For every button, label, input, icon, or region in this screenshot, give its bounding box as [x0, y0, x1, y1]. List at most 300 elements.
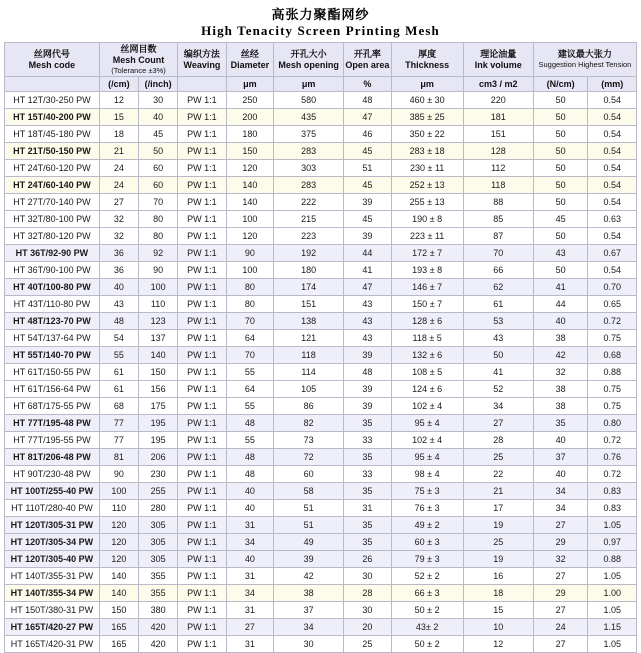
cell-tension-ncm: 50 — [533, 143, 588, 160]
cell-weaving: PW 1:1 — [178, 330, 226, 347]
cell-mesh-code: HT 140T/355-34 PW — [5, 585, 100, 602]
cell-open-area: 35 — [344, 449, 391, 466]
cell-mesh-count-cm: 55 — [99, 347, 138, 364]
table-row — [5, 568, 637, 585]
cell-diameter: 40 — [226, 551, 273, 568]
table-row — [5, 381, 637, 398]
table-row — [5, 619, 637, 636]
cell-mesh-code: HT 32T/80-100 PW — [5, 211, 100, 228]
cell-mesh-opening: 37 — [274, 602, 344, 619]
cell-ink-volume: 87 — [463, 228, 533, 245]
cell-tension-ncm: 43 — [533, 245, 588, 262]
cell-open-area: 45 — [344, 177, 391, 194]
cell-ink-volume: 19 — [463, 551, 533, 568]
cell-open-area: 33 — [344, 432, 391, 449]
cell-ink-volume: 88 — [463, 194, 533, 211]
unit-mesh-count-inch: (/inch) — [139, 77, 178, 92]
cell-open-area: 41 — [344, 262, 391, 279]
cell-open-area: 35 — [344, 415, 391, 432]
cell-tension-mm: 0.75 — [588, 381, 637, 398]
header-thickness: 厚度 Thickness — [391, 43, 463, 77]
cell-mesh-count-cm: 40 — [99, 279, 138, 296]
cell-tension-ncm: 40 — [533, 432, 588, 449]
cell-mesh-count-inch: 45 — [139, 126, 178, 143]
cell-weaving: PW 1:1 — [178, 313, 226, 330]
cell-thickness: 385 ± 25 — [391, 109, 463, 126]
cell-tension-ncm: 27 — [533, 636, 588, 653]
cell-mesh-count-cm: 32 — [99, 228, 138, 245]
unit-mesh-count-cm: (/cm) — [99, 77, 138, 92]
cell-mesh-opening: 118 — [274, 347, 344, 364]
cell-open-area: 31 — [344, 500, 391, 517]
cell-weaving: PW 1:1 — [178, 296, 226, 313]
cell-tension-mm: 0.54 — [588, 177, 637, 194]
cell-mesh-code: HT 120T/305-31 PW — [5, 517, 100, 534]
cell-mesh-opening: 114 — [274, 364, 344, 381]
cell-weaving: PW 1:1 — [178, 211, 226, 228]
cell-tension-ncm: 27 — [533, 568, 588, 585]
unit-mesh-code — [5, 77, 100, 92]
cell-mesh-code: HT 77T/195-55 PW — [5, 432, 100, 449]
cell-weaving: PW 1:1 — [178, 398, 226, 415]
cell-mesh-count-inch: 100 — [139, 279, 178, 296]
cell-thickness: 128 ± 6 — [391, 313, 463, 330]
cell-open-area: 51 — [344, 160, 391, 177]
cell-thickness: 102 ± 4 — [391, 432, 463, 449]
cell-diameter: 55 — [226, 398, 273, 415]
cell-mesh-count-inch: 305 — [139, 534, 178, 551]
cell-mesh-count-inch: 80 — [139, 211, 178, 228]
cell-tension-mm: 0.83 — [588, 500, 637, 517]
cell-thickness: 60 ± 3 — [391, 534, 463, 551]
cell-mesh-count-cm: 140 — [99, 585, 138, 602]
cell-open-area: 47 — [344, 279, 391, 296]
cell-mesh-count-cm: 100 — [99, 483, 138, 500]
table-row — [5, 415, 637, 432]
cell-ink-volume: 52 — [463, 381, 533, 398]
cell-mesh-code: HT 36T/92-90 PW — [5, 245, 100, 262]
cell-weaving: PW 1:1 — [178, 126, 226, 143]
cell-tension-mm: 0.72 — [588, 466, 637, 483]
cell-thickness: 460 ± 30 — [391, 92, 463, 109]
header-open-area: 开孔率 Open area — [344, 43, 391, 77]
cell-mesh-code: HT 24T/60-140 PW — [5, 177, 100, 194]
cell-tension-ncm: 45 — [533, 211, 588, 228]
cell-tension-ncm: 38 — [533, 381, 588, 398]
cell-open-area: 43 — [344, 296, 391, 313]
cell-mesh-count-inch: 195 — [139, 432, 178, 449]
cell-mesh-count-inch: 255 — [139, 483, 178, 500]
cell-open-area: 39 — [344, 381, 391, 398]
cell-mesh-opening: 174 — [274, 279, 344, 296]
cell-tension-ncm: 27 — [533, 602, 588, 619]
cell-mesh-code: HT 150T/380-31 PW — [5, 602, 100, 619]
cell-mesh-opening: 375 — [274, 126, 344, 143]
header-diameter: 丝经 Diameter — [226, 43, 273, 77]
cell-mesh-code: HT 15T/40-200 PW — [5, 109, 100, 126]
cell-ink-volume: 22 — [463, 466, 533, 483]
cell-thickness: 283 ± 18 — [391, 143, 463, 160]
cell-mesh-count-cm: 81 — [99, 449, 138, 466]
cell-weaving: PW 1:1 — [178, 347, 226, 364]
cell-thickness: 95 ± 4 — [391, 449, 463, 466]
header-mesh-code: 丝网代号 Mesh code — [5, 43, 100, 77]
table-header-row-units — [5, 77, 637, 92]
table-row — [5, 313, 637, 330]
cell-ink-volume: 16 — [463, 568, 533, 585]
cell-thickness: 95 ± 4 — [391, 415, 463, 432]
cell-mesh-opening: 82 — [274, 415, 344, 432]
table-row — [5, 92, 637, 109]
cell-mesh-opening: 138 — [274, 313, 344, 330]
table-row — [5, 551, 637, 568]
cell-mesh-count-cm: 32 — [99, 211, 138, 228]
cell-mesh-code: HT 120T/305-34 PW — [5, 534, 100, 551]
unit-thickness: μm — [391, 77, 463, 92]
cell-diameter: 150 — [226, 143, 273, 160]
cell-mesh-count-inch: 305 — [139, 551, 178, 568]
cell-tension-ncm: 32 — [533, 364, 588, 381]
cell-open-area: 47 — [344, 109, 391, 126]
cell-thickness: 50 ± 2 — [391, 602, 463, 619]
table-row — [5, 109, 637, 126]
cell-mesh-count-cm: 27 — [99, 194, 138, 211]
cell-tension-mm: 0.88 — [588, 551, 637, 568]
unit-tension-ncm: (N/cm) — [533, 77, 588, 92]
cell-diameter: 120 — [226, 228, 273, 245]
cell-ink-volume: 50 — [463, 347, 533, 364]
cell-tension-ncm: 35 — [533, 415, 588, 432]
cell-diameter: 40 — [226, 483, 273, 500]
cell-ink-volume: 41 — [463, 364, 533, 381]
cell-ink-volume: 19 — [463, 517, 533, 534]
cell-mesh-code: HT 77T/195-48 PW — [5, 415, 100, 432]
cell-mesh-code: HT 24T/60-120 PW — [5, 160, 100, 177]
cell-mesh-opening: 30 — [274, 636, 344, 653]
cell-mesh-opening: 51 — [274, 500, 344, 517]
cell-open-area: 39 — [344, 228, 391, 245]
cell-thickness: 118 ± 5 — [391, 330, 463, 347]
cell-mesh-count-inch: 305 — [139, 517, 178, 534]
cell-ink-volume: 118 — [463, 177, 533, 194]
cell-ink-volume: 15 — [463, 602, 533, 619]
cell-mesh-count-cm: 120 — [99, 517, 138, 534]
cell-weaving: PW 1:1 — [178, 92, 226, 109]
table-row — [5, 296, 637, 313]
cell-tension-mm: 1.05 — [588, 636, 637, 653]
cell-tension-mm: 1.05 — [588, 602, 637, 619]
table-row — [5, 330, 637, 347]
table-row — [5, 432, 637, 449]
header-weaving: 编织方法 Weaving — [178, 43, 226, 77]
cell-mesh-code: HT 90T/230-48 PW — [5, 466, 100, 483]
cell-diameter: 180 — [226, 126, 273, 143]
cell-ink-volume: 28 — [463, 432, 533, 449]
cell-diameter: 70 — [226, 313, 273, 330]
cell-mesh-count-inch: 50 — [139, 143, 178, 160]
table-row — [5, 177, 637, 194]
cell-mesh-opening: 60 — [274, 466, 344, 483]
header-mesh-count: 丝网目数 Mesh Count (Tolerance ±3%) — [99, 43, 177, 77]
cell-mesh-opening: 151 — [274, 296, 344, 313]
cell-mesh-count-cm: 24 — [99, 160, 138, 177]
cell-weaving: PW 1:1 — [178, 381, 226, 398]
cell-tension-ncm: 50 — [533, 228, 588, 245]
cell-mesh-code: HT 140T/355-31 PW — [5, 568, 100, 585]
cell-mesh-code: HT 40T/100-80 PW — [5, 279, 100, 296]
cell-mesh-opening: 42 — [274, 568, 344, 585]
table-row — [5, 347, 637, 364]
cell-diameter: 64 — [226, 330, 273, 347]
cell-mesh-opening: 435 — [274, 109, 344, 126]
cell-mesh-count-inch: 80 — [139, 228, 178, 245]
cell-open-area: 26 — [344, 551, 391, 568]
cell-mesh-opening: 73 — [274, 432, 344, 449]
cell-weaving: PW 1:1 — [178, 466, 226, 483]
cell-tension-mm: 0.54 — [588, 194, 637, 211]
cell-ink-volume: 18 — [463, 585, 533, 602]
cell-open-area: 28 — [344, 585, 391, 602]
cell-tension-ncm: 50 — [533, 109, 588, 126]
unit-tension-mm: (mm) — [588, 77, 637, 92]
cell-thickness: 132 ± 6 — [391, 347, 463, 364]
cell-mesh-opening: 283 — [274, 143, 344, 160]
cell-ink-volume: 43 — [463, 330, 533, 347]
cell-mesh-code: HT 165T/420-27 PW — [5, 619, 100, 636]
cell-tension-mm: 0.65 — [588, 296, 637, 313]
cell-mesh-count-inch: 355 — [139, 568, 178, 585]
cell-mesh-opening: 222 — [274, 194, 344, 211]
cell-tension-mm: 1.00 — [588, 585, 637, 602]
table-row — [5, 160, 637, 177]
cell-mesh-opening: 215 — [274, 211, 344, 228]
cell-tension-ncm: 42 — [533, 347, 588, 364]
cell-mesh-count-inch: 206 — [139, 449, 178, 466]
cell-weaving: PW 1:1 — [178, 245, 226, 262]
cell-tension-mm: 0.83 — [588, 483, 637, 500]
table-row — [5, 483, 637, 500]
cell-mesh-code: HT 12T/30-250 PW — [5, 92, 100, 109]
cell-mesh-count-inch: 90 — [139, 262, 178, 279]
table-row — [5, 466, 637, 483]
table-row — [5, 500, 637, 517]
cell-mesh-code: HT 165T/420-31 PW — [5, 636, 100, 653]
cell-open-area: 45 — [344, 143, 391, 160]
cell-thickness: 190 ± 8 — [391, 211, 463, 228]
header-mesh-opening: 开孔大小 Mesh opening — [274, 43, 344, 77]
cell-mesh-count-cm: 36 — [99, 245, 138, 262]
unit-ink-volume: cm3 / m2 — [463, 77, 533, 92]
cell-tension-mm: 0.76 — [588, 449, 637, 466]
cell-tension-ncm: 50 — [533, 177, 588, 194]
cell-thickness: 98 ± 4 — [391, 466, 463, 483]
cell-tension-ncm: 40 — [533, 313, 588, 330]
cell-mesh-count-cm: 90 — [99, 466, 138, 483]
cell-weaving: PW 1:1 — [178, 432, 226, 449]
cell-diameter: 31 — [226, 568, 273, 585]
cell-thickness: 350 ± 22 — [391, 126, 463, 143]
mesh-specification-table — [4, 42, 637, 653]
cell-diameter: 34 — [226, 585, 273, 602]
cell-weaving: PW 1:1 — [178, 517, 226, 534]
cell-mesh-count-inch: 30 — [139, 92, 178, 109]
cell-mesh-opening: 49 — [274, 534, 344, 551]
cell-open-area: 30 — [344, 602, 391, 619]
table-row — [5, 126, 637, 143]
cell-diameter: 55 — [226, 364, 273, 381]
cell-mesh-count-inch: 123 — [139, 313, 178, 330]
cell-mesh-count-cm: 120 — [99, 551, 138, 568]
cell-tension-mm: 0.72 — [588, 432, 637, 449]
cell-weaving: PW 1:1 — [178, 262, 226, 279]
cell-mesh-code: HT 27T/70-140 PW — [5, 194, 100, 211]
cell-diameter: 80 — [226, 296, 273, 313]
table-row — [5, 636, 637, 653]
cell-tension-mm: 0.72 — [588, 313, 637, 330]
cell-mesh-count-inch: 195 — [139, 415, 178, 432]
cell-mesh-count-cm: 77 — [99, 432, 138, 449]
cell-tension-ncm: 34 — [533, 483, 588, 500]
cell-mesh-opening: 72 — [274, 449, 344, 466]
cell-open-area: 46 — [344, 126, 391, 143]
cell-tension-ncm: 37 — [533, 449, 588, 466]
cell-weaving: PW 1:1 — [178, 636, 226, 653]
cell-mesh-count-cm: 54 — [99, 330, 138, 347]
cell-tension-mm: 0.54 — [588, 92, 637, 109]
cell-diameter: 120 — [226, 160, 273, 177]
cell-mesh-count-cm: 48 — [99, 313, 138, 330]
cell-diameter: 140 — [226, 177, 273, 194]
cell-mesh-opening: 58 — [274, 483, 344, 500]
cell-mesh-opening: 223 — [274, 228, 344, 245]
table-row — [5, 143, 637, 160]
table-row — [5, 262, 637, 279]
cell-open-area: 43 — [344, 330, 391, 347]
cell-mesh-opening: 86 — [274, 398, 344, 415]
cell-weaving: PW 1:1 — [178, 619, 226, 636]
cell-mesh-code: HT 100T/255-40 PW — [5, 483, 100, 500]
cell-mesh-count-cm: 77 — [99, 415, 138, 432]
cell-open-area: 25 — [344, 636, 391, 653]
cell-tension-mm: 0.63 — [588, 211, 637, 228]
cell-mesh-code: HT 68T/175-55 PW — [5, 398, 100, 415]
cell-mesh-count-cm: 21 — [99, 143, 138, 160]
header-ink-volume: 理论油量 Ink volume — [463, 43, 533, 77]
page-title-english: High Tenacity Screen Printing Mesh — [201, 23, 440, 38]
unit-mesh-opening: μm — [274, 77, 344, 92]
unit-diameter: μm — [226, 77, 273, 92]
table-header-row-main — [5, 43, 637, 60]
table-body — [5, 92, 637, 653]
cell-diameter: 31 — [226, 636, 273, 653]
cell-thickness: 150 ± 7 — [391, 296, 463, 313]
cell-mesh-count-inch: 92 — [139, 245, 178, 262]
cell-mesh-count-inch: 355 — [139, 585, 178, 602]
cell-open-area: 48 — [344, 92, 391, 109]
cell-diameter: 200 — [226, 109, 273, 126]
cell-mesh-opening: 105 — [274, 381, 344, 398]
table-row — [5, 194, 637, 211]
cell-tension-ncm: 38 — [533, 398, 588, 415]
cell-thickness: 52 ± 2 — [391, 568, 463, 585]
cell-mesh-count-inch: 420 — [139, 636, 178, 653]
table-row — [5, 279, 637, 296]
cell-weaving: PW 1:1 — [178, 160, 226, 177]
cell-thickness: 49 ± 2 — [391, 517, 463, 534]
header-highest-tension: 建议最大张力 Suggestion Highest Tension — [533, 43, 636, 77]
cell-thickness: 66 ± 3 — [391, 585, 463, 602]
table-row — [5, 228, 637, 245]
cell-mesh-count-cm: 61 — [99, 364, 138, 381]
cell-mesh-code: HT 48T/123-70 PW — [5, 313, 100, 330]
cell-mesh-count-inch: 230 — [139, 466, 178, 483]
table-row — [5, 398, 637, 415]
cell-mesh-count-inch: 60 — [139, 160, 178, 177]
cell-mesh-count-cm: 165 — [99, 636, 138, 653]
cell-mesh-count-cm: 120 — [99, 534, 138, 551]
cell-thickness: 102 ± 4 — [391, 398, 463, 415]
cell-tension-mm: 0.68 — [588, 347, 637, 364]
cell-thickness: 79 ± 3 — [391, 551, 463, 568]
cell-tension-ncm: 38 — [533, 330, 588, 347]
cell-mesh-code: HT 110T/280-40 PW — [5, 500, 100, 517]
cell-ink-volume: 10 — [463, 619, 533, 636]
cell-mesh-count-cm: 18 — [99, 126, 138, 143]
cell-open-area: 44 — [344, 245, 391, 262]
cell-tension-mm: 0.54 — [588, 143, 637, 160]
cell-open-area: 35 — [344, 517, 391, 534]
cell-mesh-count-cm: 12 — [99, 92, 138, 109]
cell-ink-volume: 17 — [463, 500, 533, 517]
cell-diameter: 55 — [226, 432, 273, 449]
cell-mesh-count-inch: 70 — [139, 194, 178, 211]
cell-weaving: PW 1:1 — [178, 585, 226, 602]
cell-mesh-code: HT 55T/140-70 PW — [5, 347, 100, 364]
table-row — [5, 534, 637, 551]
cell-thickness: 124 ± 6 — [391, 381, 463, 398]
cell-mesh-count-inch: 137 — [139, 330, 178, 347]
cell-open-area: 30 — [344, 568, 391, 585]
cell-diameter: 64 — [226, 381, 273, 398]
cell-mesh-count-cm: 165 — [99, 619, 138, 636]
cell-mesh-code: HT 18T/45-180 PW — [5, 126, 100, 143]
cell-tension-mm: 0.75 — [588, 330, 637, 347]
cell-thickness: 172 ± 7 — [391, 245, 463, 262]
cell-mesh-count-inch: 156 — [139, 381, 178, 398]
cell-mesh-code: HT 54T/137-64 PW — [5, 330, 100, 347]
cell-mesh-code: HT 21T/50-150 PW — [5, 143, 100, 160]
cell-diameter: 27 — [226, 619, 273, 636]
cell-mesh-count-cm: 150 — [99, 602, 138, 619]
cell-tension-ncm: 50 — [533, 126, 588, 143]
cell-tension-mm: 0.54 — [588, 160, 637, 177]
cell-mesh-count-inch: 40 — [139, 109, 178, 126]
cell-open-area: 48 — [344, 364, 391, 381]
cell-thickness: 193 ± 8 — [391, 262, 463, 279]
cell-open-area: 33 — [344, 466, 391, 483]
cell-mesh-count-inch: 380 — [139, 602, 178, 619]
cell-diameter: 31 — [226, 517, 273, 534]
cell-diameter: 100 — [226, 211, 273, 228]
cell-tension-ncm: 24 — [533, 619, 588, 636]
cell-tension-mm: 1.05 — [588, 517, 637, 534]
cell-weaving: PW 1:1 — [178, 483, 226, 500]
table-row — [5, 449, 637, 466]
cell-diameter: 80 — [226, 279, 273, 296]
cell-mesh-opening: 39 — [274, 551, 344, 568]
cell-tension-mm: 0.54 — [588, 228, 637, 245]
cell-diameter: 40 — [226, 500, 273, 517]
